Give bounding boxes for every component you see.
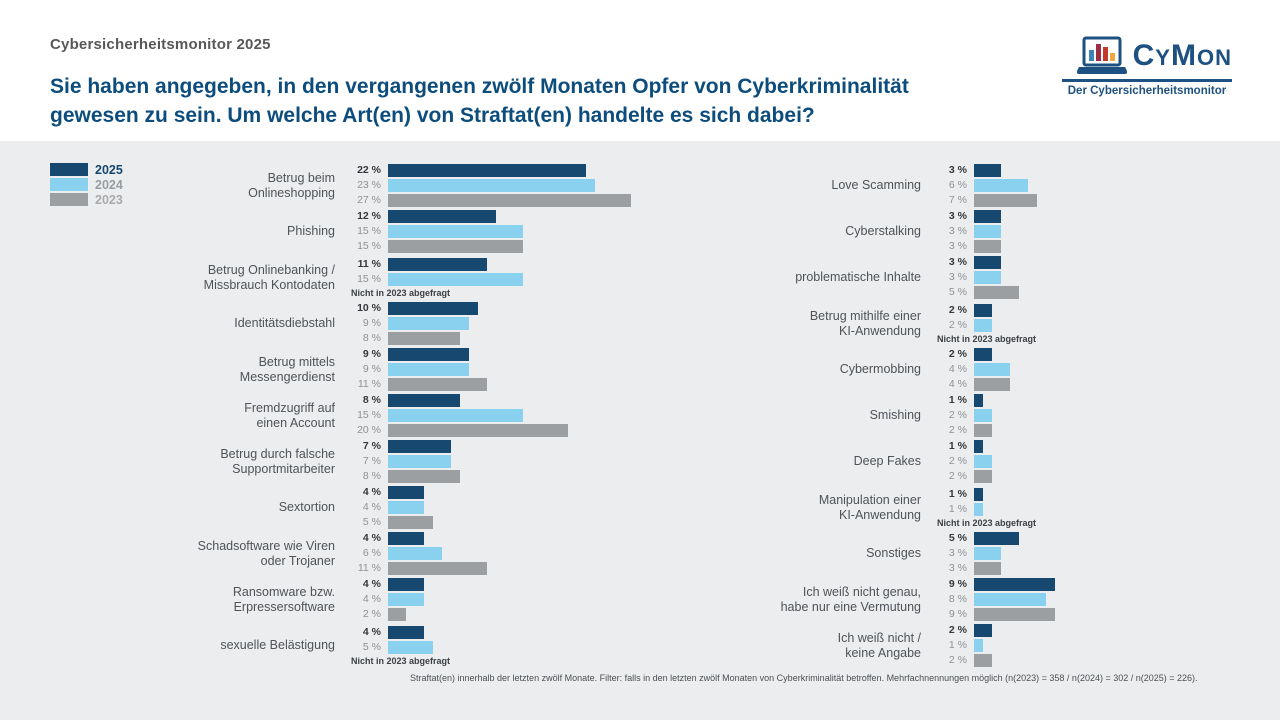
value-label-2025: 1 %: [948, 440, 967, 452]
crime-category-group: [105, 439, 631, 484]
bar-2025: [974, 578, 1055, 591]
value-label-2023: 3 %: [948, 562, 967, 574]
bar-2025: [974, 210, 1001, 223]
value-label-2025: 8 %: [362, 394, 381, 406]
value-label-2023: 5 %: [362, 516, 381, 528]
bar-2023: [388, 240, 523, 253]
category-label: Love Scamming: [831, 178, 921, 192]
value-label-2025: 1 %: [948, 394, 967, 406]
category-label: Cyberstalking: [845, 224, 921, 238]
bar-2025: [974, 440, 983, 453]
bar-2024: [388, 455, 451, 468]
value-label-2024: 8 %: [948, 593, 967, 605]
cymon-logo: [1062, 36, 1232, 97]
category-label: Cybermobbing: [839, 362, 921, 376]
category-label: Ich weiß nicht / keine Angabe: [837, 630, 921, 660]
crime-category-group: [105, 577, 631, 622]
footnote: Straftat(en) innerhalb der letzten zwölf Monate. Filter: falls in den letzten zwölf Monaten von Cyberkriminalität betroffen. Mehrfachnennungen möglich (n(2023) = 358 / n(2024) = 302 / n(2025) = 226).: [410, 673, 1198, 683]
bar-2025: [388, 486, 424, 499]
category-label: Betrug beim Onlineshopping: [248, 170, 335, 200]
value-label-2023: 9 %: [948, 608, 967, 620]
value-label-2023: 2 %: [948, 654, 967, 666]
value-label-2025: 4 %: [362, 626, 381, 638]
crime-category-group: [105, 209, 631, 254]
value-label-2025: 12 %: [357, 210, 381, 222]
crime-category-group: [105, 163, 631, 208]
value-label-2023: 27 %: [357, 194, 381, 206]
value-label-2025: 4 %: [362, 486, 381, 498]
value-label-2025: 9 %: [948, 578, 967, 590]
value-label-2024: 15 %: [357, 225, 381, 237]
value-label-2023: 7 %: [948, 194, 967, 206]
value-label-2024: 3 %: [948, 547, 967, 559]
value-label-2024: 5 %: [362, 641, 381, 653]
crime-category-group: [105, 485, 631, 530]
bar-2025: [388, 164, 586, 177]
value-label-2024: 6 %: [362, 547, 381, 559]
value-label-2023: 8 %: [362, 332, 381, 344]
crime-category-group: [694, 209, 1055, 254]
value-label-2025: 9 %: [362, 348, 381, 360]
value-label-2024: 2 %: [948, 409, 967, 421]
category-label: Ich weiß nicht genau, habe nur eine Vermutung: [780, 584, 921, 614]
bar-2023: [974, 194, 1037, 207]
bar-2025: [974, 394, 983, 407]
category-label: Sonstiges: [866, 546, 921, 560]
value-label-2024: 3 %: [948, 225, 967, 237]
value-label-2023: 20 %: [357, 424, 381, 436]
value-label-2024: 9 %: [362, 317, 381, 329]
bar-2024: [974, 319, 992, 332]
bar-2024: [974, 547, 1001, 560]
category-label: Ransomware bzw. Erpressersoftware: [232, 584, 335, 614]
category-label: Betrug mithilfe einer KI-Anwendung: [809, 308, 921, 338]
value-label-2024: 1 %: [948, 639, 967, 651]
bar-2023: [974, 286, 1019, 299]
bar-2025: [974, 304, 992, 317]
category-label: Sextortion: [278, 500, 335, 514]
value-label-2024: 6 %: [948, 179, 967, 191]
not-asked-note: Nicht in 2023 abgefragt: [937, 517, 1037, 528]
bar-2024: [388, 225, 523, 238]
bar-2025: [388, 258, 487, 271]
legend-label-2023: 2023: [95, 192, 123, 207]
category-label: problematische Inhalte: [795, 270, 921, 284]
bar-2025: [388, 532, 424, 545]
value-label-2024: 15 %: [357, 273, 381, 285]
title-line-2: gewesen zu sein. Um welche Art(en) von Straftat(en) handelte es sich dabei?: [50, 104, 815, 127]
bar-2024: [388, 547, 442, 560]
bar-2025: [974, 488, 983, 501]
bar-2024: [388, 641, 433, 654]
bar-2024: [974, 225, 1001, 238]
value-label-2023: 3 %: [948, 240, 967, 252]
logo-subtitle: Der Cybersicherheitsmonitor: [1067, 85, 1227, 97]
crime-category-group: [694, 255, 1055, 300]
value-label-2023: 8 %: [362, 470, 381, 482]
bar-2023: [388, 562, 487, 575]
crime-category-group: [105, 393, 631, 438]
crime-category-group: [694, 347, 1055, 392]
category-label: Fremdzugriff auf einen Account: [244, 400, 335, 430]
value-label-2025: 2 %: [948, 348, 967, 360]
chart-column-right: [694, 163, 1055, 669]
bar-2023: [974, 562, 1001, 575]
value-label-2025: 11 %: [357, 258, 381, 270]
bar-2023: [974, 654, 992, 667]
value-label-2025: 3 %: [948, 164, 967, 176]
value-label-2024: 4 %: [362, 593, 381, 605]
value-label-2023: 11 %: [357, 378, 381, 390]
crime-category-group: [694, 485, 1055, 530]
legend-swatch-2025: [50, 163, 88, 176]
legend-label-2025: 2025: [95, 162, 123, 177]
bar-2023: [388, 424, 568, 437]
bar-2024: [388, 593, 424, 606]
logo-wordmark: CYMON: [1132, 39, 1232, 72]
value-label-2023: 5 %: [948, 286, 967, 298]
bar-2024: [388, 179, 595, 192]
value-label-2025: 7 %: [362, 440, 381, 452]
value-label-2023: 15 %: [357, 240, 381, 252]
title-line-1: Sie haben angegeben, in den vergangenen zwölf Monaten Opfer von Cyberkriminalität: [50, 75, 909, 98]
bar-2023: [974, 424, 992, 437]
bar-2023: [388, 608, 406, 621]
bar-2024: [974, 179, 1028, 192]
value-label-2025: 4 %: [362, 578, 381, 590]
logo-divider: [1062, 79, 1232, 82]
bar-2023: [974, 378, 1010, 391]
not-asked-note: Nicht in 2023 abgefragt: [937, 333, 1037, 344]
bar-2024: [388, 363, 469, 376]
bar-2025: [388, 626, 424, 639]
bar-2024: [974, 409, 992, 422]
value-label-2024: 4 %: [948, 363, 967, 375]
bar-2023: [388, 332, 460, 345]
crime-category-group: [105, 255, 631, 300]
bar-2024: [974, 455, 992, 468]
bar-2025: [388, 348, 469, 361]
category-label: Betrug Onlinebanking / Missbrauch Kontodaten: [203, 262, 335, 292]
value-label-2025: 2 %: [948, 304, 967, 316]
value-label-2025: 4 %: [362, 532, 381, 544]
crime-category-group: [694, 439, 1055, 484]
crime-category-group: [694, 577, 1055, 622]
value-label-2024: 2 %: [948, 455, 967, 467]
bar-2024: [974, 593, 1046, 606]
value-label-2023: 4 %: [948, 378, 967, 390]
not-asked-note: Nicht in 2023 abgefragt: [351, 287, 451, 298]
bar-2025: [974, 164, 1001, 177]
bar-2023: [388, 194, 631, 207]
value-label-2025: 10 %: [357, 302, 381, 314]
bar-2023: [974, 240, 1001, 253]
value-label-2023: 11 %: [357, 562, 381, 574]
value-label-2024: 4 %: [362, 501, 381, 513]
bar-2025: [388, 578, 424, 591]
crime-category-group: [694, 623, 1055, 668]
report-name: Cybersicherheitsmonitor 2025: [50, 36, 271, 53]
value-label-2025: 5 %: [948, 532, 967, 544]
value-label-2024: 15 %: [357, 409, 381, 421]
bar-2025: [388, 302, 478, 315]
value-label-2024: 3 %: [948, 271, 967, 283]
bar-2024: [388, 409, 523, 422]
value-label-2023: 2 %: [362, 608, 381, 620]
value-label-2025: 2 %: [948, 624, 967, 636]
value-label-2025: 3 %: [948, 256, 967, 268]
bar-2023: [974, 608, 1055, 621]
bar-2023: [388, 470, 460, 483]
chart-column-left: [105, 163, 631, 669]
bar-2023: [388, 378, 487, 391]
bar-2025: [974, 532, 1019, 545]
crime-category-group: [105, 301, 631, 346]
bar-2024: [974, 271, 1001, 284]
value-label-2025: 22 %: [357, 164, 381, 176]
page-title: [50, 72, 950, 130]
crime-category-group: [694, 163, 1055, 208]
laptop-bar-chart-icon: [1077, 36, 1127, 76]
value-label-2025: 1 %: [948, 488, 967, 500]
bar-2024: [388, 273, 523, 286]
category-label: Phishing: [287, 224, 335, 238]
crime-category-group: [694, 301, 1055, 346]
value-label-2024: 2 %: [948, 319, 967, 331]
crime-category-group: [105, 623, 631, 668]
bar-2025: [974, 348, 992, 361]
crime-category-group: [105, 347, 631, 392]
bar-2025: [388, 440, 451, 453]
not-asked-note: Nicht in 2023 abgefragt: [351, 655, 451, 666]
bar-2024: [974, 639, 983, 652]
category-label: sexuelle Belästigung: [220, 638, 335, 652]
crime-category-group: [694, 393, 1055, 438]
legend-label-2024: 2024: [95, 177, 123, 192]
category-label: Betrug durch falsche Supportmitarbeiter: [220, 446, 335, 476]
bar-2024: [388, 317, 469, 330]
bar-2023: [388, 516, 433, 529]
value-label-2023: 2 %: [948, 424, 967, 436]
bar-2024: [388, 501, 424, 514]
value-label-2023: 2 %: [948, 470, 967, 482]
bar-2023: [974, 470, 992, 483]
value-label-2025: 3 %: [948, 210, 967, 222]
bar-2025: [974, 624, 992, 637]
bar-2025: [974, 256, 1001, 269]
category-label: Schadsoftware wie Viren oder Trojaner: [197, 538, 335, 568]
value-label-2024: 1 %: [948, 503, 967, 515]
category-label: Smishing: [869, 408, 921, 422]
bar-2025: [388, 394, 460, 407]
category-label: Betrug mittels Messengerdienst: [239, 354, 335, 384]
value-label-2024: 23 %: [357, 179, 381, 191]
value-label-2024: 7 %: [362, 455, 381, 467]
bar-2024: [974, 503, 983, 516]
category-label: Identitätsdiebstahl: [234, 316, 335, 330]
legend-swatch-2023: [50, 193, 88, 206]
bar-2025: [388, 210, 496, 223]
category-label: Manipulation einer KI-Anwendung: [818, 492, 921, 522]
category-label: Deep Fakes: [853, 454, 921, 468]
bar-2024: [974, 363, 1010, 376]
legend-swatch-2024: [50, 178, 88, 191]
crime-category-group: [694, 531, 1055, 576]
value-label-2024: 9 %: [362, 363, 381, 375]
crime-category-group: [105, 531, 631, 576]
